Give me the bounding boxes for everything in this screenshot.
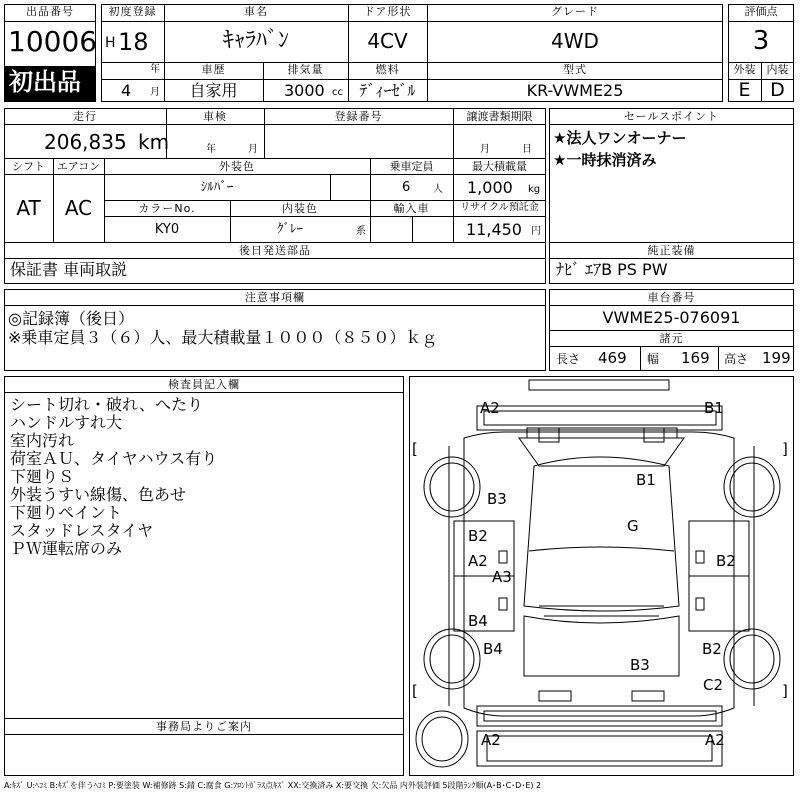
inspector-line: 下廻りペイント [10,503,123,522]
damage-mark: B1 [636,471,656,489]
bracket: ] [782,440,788,458]
interior-color-unit: 系 [356,226,366,237]
later-parts-label: 後日発送部品 [239,244,311,257]
displacement: 3000 [284,81,325,100]
sales-label: セールスポイント [623,110,719,123]
height-label: 高さ [724,352,749,366]
shift: AT [16,196,41,220]
damage-mark: B3 [630,656,650,674]
later-parts: 保証書 車両取説 [10,260,128,279]
damage-mark: B1 [704,399,724,417]
damage-mark: B3 [487,490,507,508]
bracket: [ [412,440,418,458]
mileage-label: 走行 [73,110,97,123]
plate-label: 登録番号 [334,110,383,123]
history-label: 車歴 [201,63,226,76]
capacity-unit: 人 [433,184,443,195]
length: 469 [598,349,627,367]
bracket: ] [782,682,788,700]
damage-mark: B4 [483,640,503,658]
inspector-line: ＰＷ運転席のみ [10,539,123,558]
damage-mark: B4 [468,612,488,630]
length-label: 長さ [556,352,581,366]
inspector-line: シート切れ・破れ、へたり [10,395,203,414]
load-unit: kg [528,184,541,195]
fuel-label: 燃料 [375,63,400,76]
ac: AC [64,196,93,220]
inspector-line: 荷室ＡＵ、タイヤハウス有り [10,449,218,468]
mileage-unit: km [138,130,170,154]
recycle-fee: 11,450 [466,220,522,239]
color: ｼﾙﾊﾞｰ [200,180,234,195]
width-label: 幅 [647,352,660,366]
exterior-grade: E [738,79,751,101]
door-type: 4CV [367,29,408,53]
door-label: ドア形状 [363,5,412,18]
shift-label: シフト [12,160,45,173]
score-label: 評価点 [744,5,778,18]
inspection-month-unit: 月 [248,144,258,155]
legend: A:ｷｽﾞ U:ﾍｺﾐ B:ｷｽﾞを伴うﾍｺﾐ P:要塗装 W:補修跡 S:錆 C:腐食 G:ﾌﾛﾝﾄｶﾞﾗｽ点ｷｽﾞ XX:交換済み X:要交換 欠:欠品 内外装評価 5段階ﾗﾝｸ順(A･B･C･D･E) 2 [4,781,542,790]
recycle-label: リサイクル預託金 [460,202,539,213]
era: H [105,35,116,51]
year-unit: 年 [150,64,160,75]
transfer-month-unit: 月 [480,144,490,155]
mileage: 206,835 [44,130,127,154]
damage-mark: A2 [480,399,500,417]
dims-label: 諸元 [659,332,684,345]
capacity: 6 [402,180,411,195]
score: 3 [752,26,770,56]
inspection-label: 車検 [203,110,227,123]
damage-mark: A2 [468,552,488,570]
grade: 4WD [551,29,599,53]
transfer-label: 譲渡書類期限 [466,110,533,123]
damage-mark: A2 [705,731,725,749]
colorno-label: カラーNo. [138,202,196,215]
recycle-unit: 円 [531,226,541,237]
import-label: 輸入車 [393,202,430,215]
inspector-line: スタッドレスタイヤ [10,521,154,540]
reg-label: 初度登録 [108,5,157,18]
width: 169 [681,349,710,367]
damage-mark: B2 [468,527,488,545]
inspection-year-unit: 年 [206,144,216,155]
inspector-line: 外装うすい線傷、色あせ [10,485,187,504]
transfer-day-unit: 日 [522,144,532,155]
car-name: ｷｬﾗﾊﾞﾝ [222,28,289,53]
damage-mark: B2 [716,552,736,570]
reg-month: 4 [121,81,132,100]
inspector-notes [10,396,217,558]
color-label: 外装色 [219,160,255,173]
interior-color: ｸﾞﾚｰ [277,222,303,237]
reg-year: 18 [118,28,149,56]
damage-mark: G [627,517,639,535]
history: 自家用 [189,81,238,100]
office-label: 事務局よりご案内 [156,720,252,733]
equipment-label: 純正装備 [647,244,696,257]
notes-label: 注意事項欄 [245,291,305,304]
displacement-label: 排気量 [287,63,324,76]
ac-label: エアコン [56,160,101,173]
model-label: 型式 [563,63,587,76]
displacement-unit: cc [332,87,343,98]
load-label: 最大積載量 [472,160,527,173]
inspector-label: 検査員記入欄 [168,378,240,391]
car-name-label: 車名 [244,5,268,18]
height: 199 [762,349,791,367]
month-unit: 月 [150,87,160,98]
fuel: ﾃﾞｨｰｾﾞﾙ [359,81,416,100]
damage-mark: A3 [492,568,512,586]
lot-label: 出品番号 [26,5,74,18]
note-line-2: ※乗車定員３（６）人、最大積載量１０００（８５０）ｋｇ [8,328,438,347]
load: 1,000 [467,178,513,197]
chassis-number: VWME25-076091 [602,308,741,327]
note-line-1: ◎記録簿（後日） [8,309,134,328]
lot-number: 10006 [8,25,98,58]
exterior-label: 外装 [733,63,756,76]
interior-grade: D [770,79,785,101]
damage-mark: A2 [481,731,501,749]
sales-point-2: ★一時抹消済み [553,151,657,169]
inspector-line: 室内汚れ [10,431,75,450]
first-listing-label: 初出品 [9,68,81,96]
chassis-label: 車台番号 [647,291,696,304]
capacity-label: 乗車定員 [389,160,434,173]
interior-color-label: 内装色 [282,202,318,215]
bracket: [ [412,682,418,700]
damage-mark: C2 [703,676,724,694]
interior-label: 内装 [766,63,789,76]
damage-mark: B2 [702,640,722,658]
equipment: ﾅﾋﾞ ｴｱB PS PW [556,260,668,279]
inspector-line: ハンドルすれ大 [10,413,123,432]
sales-point-1: ★法人ワンオーナー [553,129,687,147]
car-diagram [409,376,794,776]
model: KR-VWME25 [526,81,624,100]
inspector-line: 下廻りＳ [10,467,75,486]
grade-label: グレード [551,5,599,18]
colorno: KY0 [154,222,180,237]
